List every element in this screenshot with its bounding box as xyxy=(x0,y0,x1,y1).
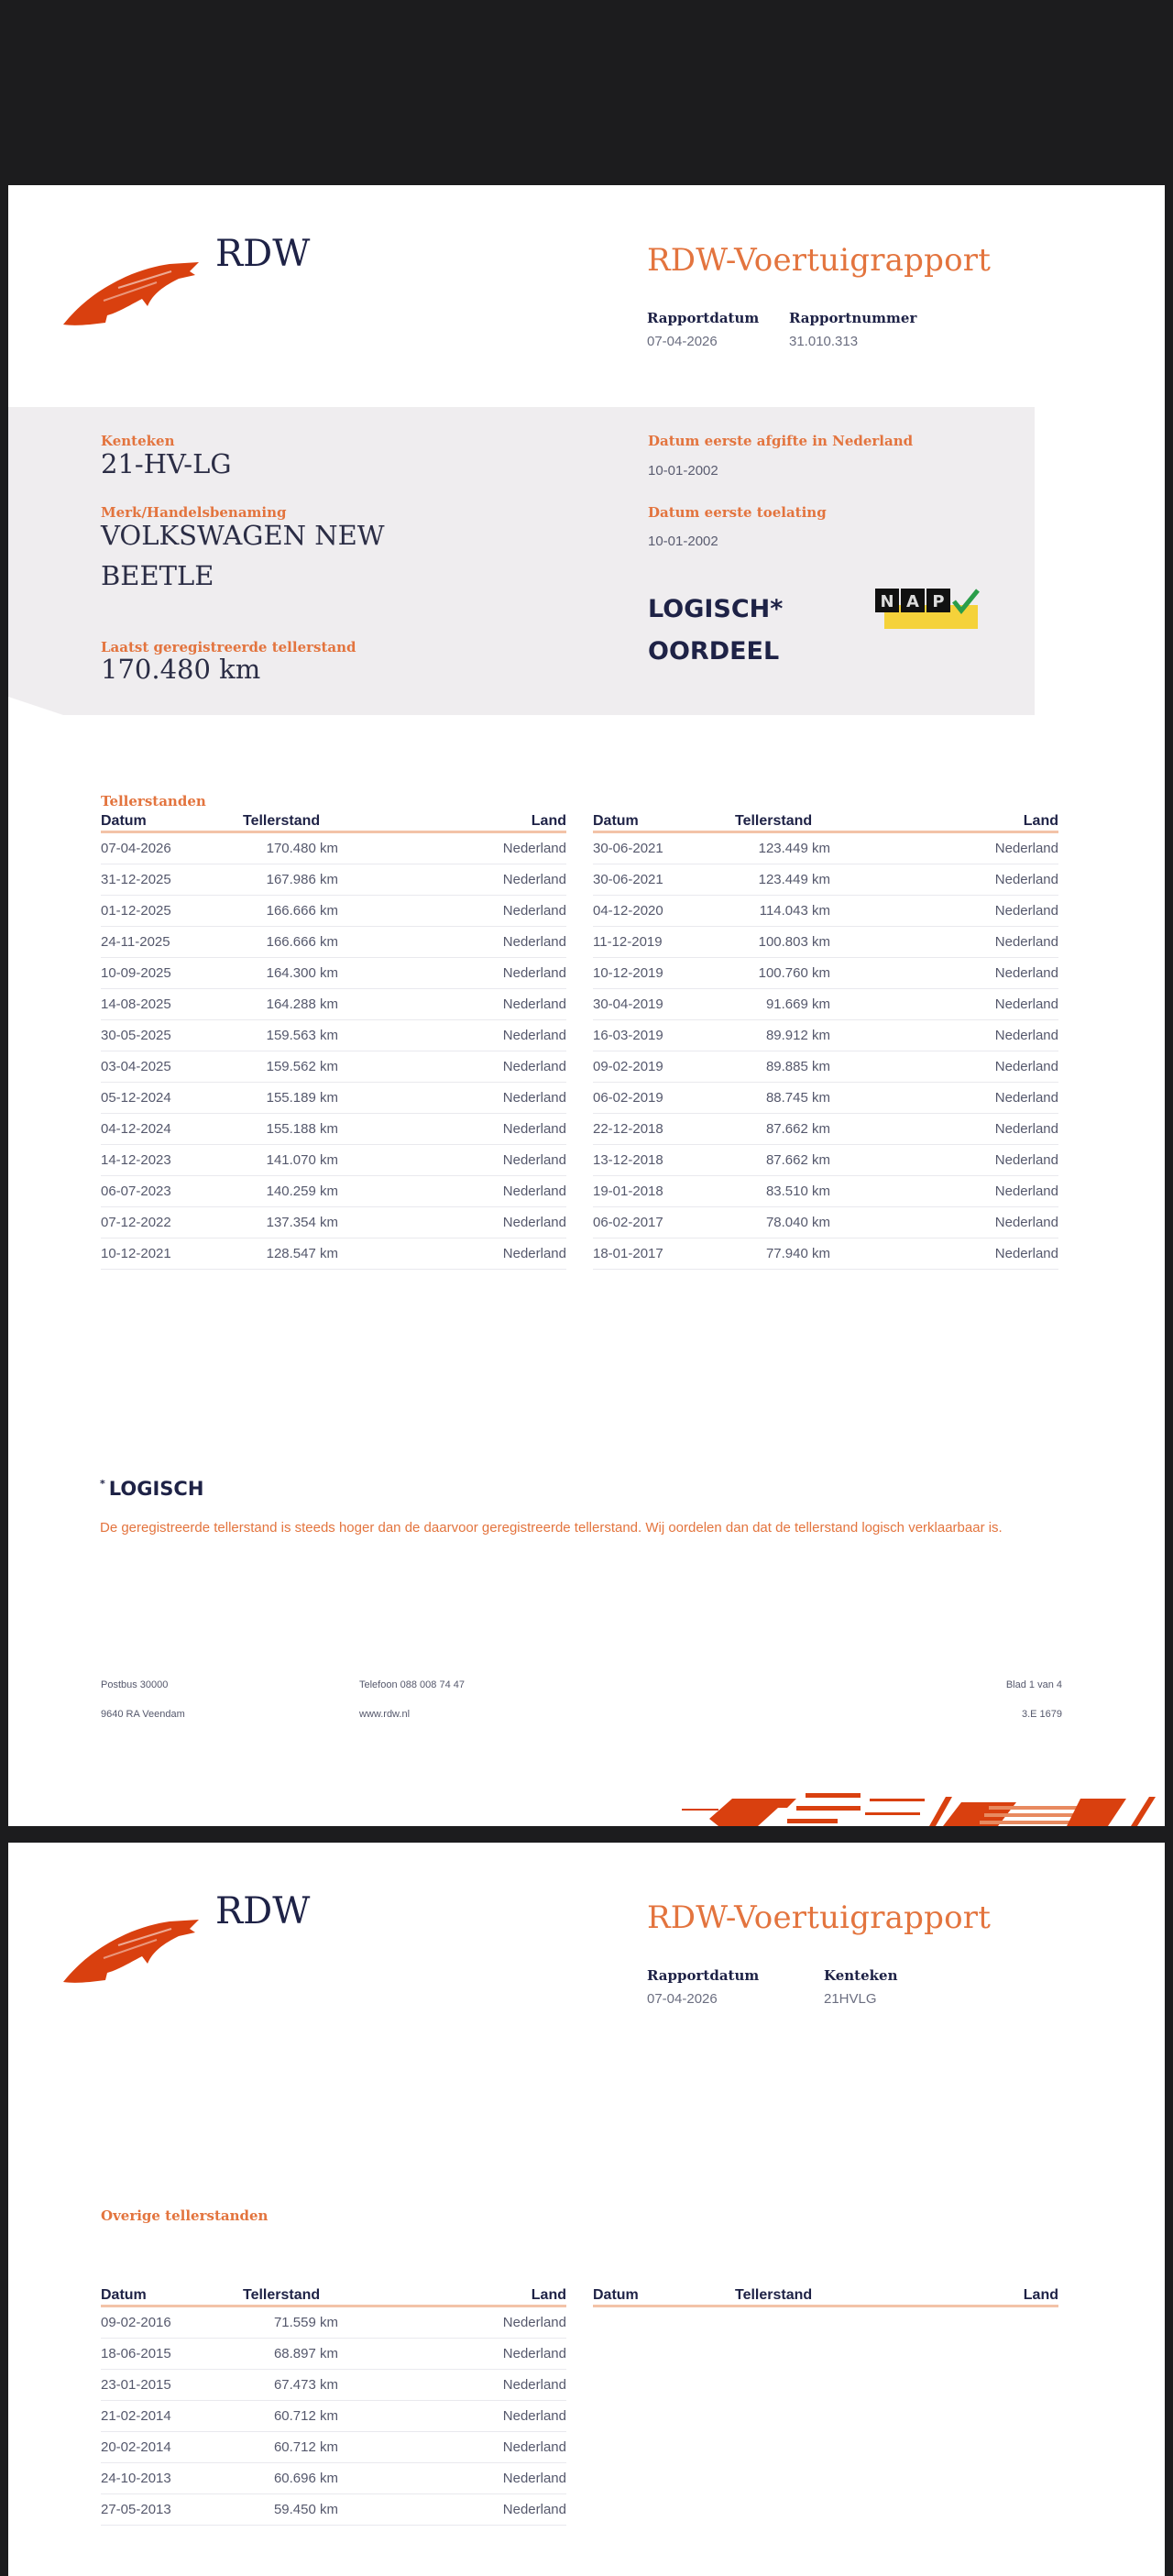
column-header-datum: Datum xyxy=(101,813,147,829)
row-date: 21-02-2014 xyxy=(101,2408,171,2424)
footer-page-info xyxy=(1006,1670,1062,1729)
table-row xyxy=(101,1145,566,1176)
row-odometer: 164.288 km xyxy=(266,996,338,1012)
row-country: Nederland xyxy=(502,903,566,919)
row-date: 09-02-2019 xyxy=(593,1059,663,1074)
table-row xyxy=(593,1051,1058,1083)
row-odometer: 68.897 km xyxy=(273,2346,338,2361)
report-page-1 xyxy=(8,185,1165,1826)
table-row xyxy=(101,896,566,927)
kenteken-meta-value: 21HVLG xyxy=(824,1991,877,2007)
column-header-tellerstand: Tellerstand xyxy=(243,813,321,829)
row-date: 07-12-2022 xyxy=(101,1215,171,1230)
odometer-table-left xyxy=(101,813,566,1270)
table-row xyxy=(593,958,1058,989)
rdw-bird-logo-icon xyxy=(61,259,199,332)
table-row xyxy=(593,833,1058,864)
verdict-line1: LOGISCH* xyxy=(648,595,784,623)
row-country: Nederland xyxy=(502,1152,566,1168)
table-row xyxy=(593,1114,1058,1145)
row-odometer: 89.885 km xyxy=(765,1059,830,1074)
table-row xyxy=(101,2307,566,2339)
row-odometer: 141.070 km xyxy=(266,1152,338,1168)
other-odometer-table-left xyxy=(101,2287,566,2526)
row-country: Nederland xyxy=(994,996,1058,1012)
table-row xyxy=(593,864,1058,896)
nap-checkmark-logo-icon xyxy=(875,587,983,634)
kenteken-meta xyxy=(824,1967,897,2007)
row-country: Nederland xyxy=(994,1246,1058,1261)
row-country: Nederland xyxy=(502,2315,566,2330)
row-country: Nederland xyxy=(502,1246,566,1261)
row-odometer: 167.986 km xyxy=(266,872,338,887)
row-country: Nederland xyxy=(994,1121,1058,1137)
table-header xyxy=(593,2287,1058,2307)
report-date-value: 07-04-2026 xyxy=(647,334,718,349)
table-row xyxy=(593,1145,1058,1176)
column-header-land: Land xyxy=(531,2287,566,2303)
column-header-land: Land xyxy=(1023,813,1058,829)
row-date: 13-12-2018 xyxy=(593,1152,663,1168)
row-date: 24-11-2025 xyxy=(101,934,170,950)
first-issue-nl-value: 10-01-2002 xyxy=(648,463,718,479)
footer-page-number: Blad 1 van 4 xyxy=(1005,1679,1062,1690)
verdict-line2: OORDEEL xyxy=(648,637,780,666)
last-odometer-label: Laatst geregistreerde tellerstand xyxy=(101,639,356,655)
first-admission-value: 10-01-2002 xyxy=(648,534,718,549)
logisch-note-heading: LOGISCH xyxy=(108,1478,204,1500)
row-date: 06-02-2019 xyxy=(593,1090,663,1106)
row-odometer: 128.547 km xyxy=(266,1246,338,1261)
row-country: Nederland xyxy=(994,965,1058,981)
row-date: 30-04-2019 xyxy=(593,996,663,1012)
row-country: Nederland xyxy=(994,1152,1058,1168)
row-date: 07-04-2026 xyxy=(101,841,171,856)
row-date: 22-12-2018 xyxy=(593,1121,663,1137)
row-country: Nederland xyxy=(502,2502,566,2517)
row-country: Nederland xyxy=(502,841,566,856)
column-header-tellerstand: Tellerstand xyxy=(735,2287,813,2303)
row-date: 18-01-2017 xyxy=(593,1246,663,1261)
verdict xyxy=(648,589,783,673)
row-country: Nederland xyxy=(502,2471,566,2486)
row-country: Nederland xyxy=(994,934,1058,950)
document-title: RDW-Voertuigrapport xyxy=(647,1899,992,1936)
brand-name: RDW xyxy=(215,1890,311,1932)
merk-value-line1: VOLKSWAGEN NEW xyxy=(101,520,385,551)
row-date: 14-08-2025 xyxy=(101,996,171,1012)
kenteken-value: 21-HV-LG xyxy=(101,448,232,479)
row-country: Nederland xyxy=(994,1059,1058,1074)
table-header xyxy=(593,813,1058,833)
footer-doc-code: 3.E 1679 xyxy=(1021,1709,1062,1720)
row-odometer: 83.510 km xyxy=(765,1183,830,1199)
table-row xyxy=(101,1114,566,1145)
report-date-value: 07-04-2026 xyxy=(647,1991,718,2007)
row-date: 06-07-2023 xyxy=(101,1183,171,1199)
row-date: 10-12-2021 xyxy=(101,1246,171,1261)
odometer-table-right xyxy=(593,813,1058,1270)
row-country: Nederland xyxy=(502,2377,566,2393)
row-date: 30-06-2021 xyxy=(593,872,663,887)
row-country: Nederland xyxy=(502,934,566,950)
table-header xyxy=(101,2287,566,2307)
report-date xyxy=(647,310,759,349)
column-header-land: Land xyxy=(531,813,566,829)
row-date: 23-01-2015 xyxy=(101,2377,171,2393)
svg-text:N: N xyxy=(880,592,894,611)
row-country: Nederland xyxy=(502,2439,566,2455)
row-country: Nederland xyxy=(994,1028,1058,1043)
row-country: Nederland xyxy=(502,996,566,1012)
row-date: 30-05-2025 xyxy=(101,1028,171,1043)
row-date: 16-03-2019 xyxy=(593,1028,663,1043)
logisch-note-title xyxy=(100,1478,203,1500)
row-odometer: 59.450 km xyxy=(273,2502,338,2517)
row-date: 20-02-2014 xyxy=(101,2439,171,2455)
row-odometer: 87.662 km xyxy=(765,1121,830,1137)
row-odometer: 78.040 km xyxy=(765,1215,830,1230)
document-title: RDW-Voertuigrapport xyxy=(647,242,992,279)
footer-website-link[interactable]: www.rdw.nl xyxy=(359,1709,411,1720)
row-date: 04-12-2024 xyxy=(101,1121,171,1137)
row-country: Nederland xyxy=(994,1090,1058,1106)
report-date-label: Rapportdatum xyxy=(647,310,760,326)
row-odometer: 123.449 km xyxy=(758,841,830,856)
other-odometer-table-right xyxy=(593,2287,1058,2307)
row-odometer: 123.449 km xyxy=(758,872,830,887)
row-country: Nederland xyxy=(502,2346,566,2361)
row-date: 18-06-2015 xyxy=(101,2346,171,2361)
row-odometer: 71.559 km xyxy=(273,2315,338,2330)
row-odometer: 60.712 km xyxy=(273,2408,338,2424)
row-odometer: 100.803 km xyxy=(758,934,830,950)
row-country: Nederland xyxy=(502,965,566,981)
table-row xyxy=(593,1176,1058,1207)
rdw-stripes-decoration-icon xyxy=(650,1771,1165,1826)
footer-contact xyxy=(359,1670,465,1729)
brand-name: RDW xyxy=(215,233,311,275)
row-date: 09-02-2016 xyxy=(101,2315,171,2330)
row-odometer: 89.912 km xyxy=(765,1028,830,1043)
row-country: Nederland xyxy=(994,841,1058,856)
other-odometer-section-title: Overige tellerstanden xyxy=(101,2207,269,2224)
row-odometer: 137.354 km xyxy=(266,1215,338,1230)
row-odometer: 164.300 km xyxy=(266,965,338,981)
kenteken-label: Kenteken xyxy=(101,433,175,449)
report-number-value: 31.010.313 xyxy=(789,334,859,349)
svg-text:A: A xyxy=(906,592,919,611)
row-date: 10-09-2025 xyxy=(101,965,171,981)
row-country: Nederland xyxy=(502,872,566,887)
table-row xyxy=(101,1176,566,1207)
row-country: Nederland xyxy=(994,1215,1058,1230)
row-odometer: 155.188 km xyxy=(266,1121,338,1137)
merk-label: Merk/Handelsbenaming xyxy=(101,504,287,521)
row-odometer: 91.669 km xyxy=(765,996,830,1012)
report-date-label: Rapportdatum xyxy=(647,1967,760,1984)
row-odometer: 87.662 km xyxy=(765,1152,830,1168)
row-odometer: 166.666 km xyxy=(266,903,338,919)
table-row xyxy=(101,2401,566,2432)
logisch-note-text: De geregistreerde tellerstand is steeds hoger dan de daarvoor geregistreerde tellerstand. Wij oordelen dan dat de tellerstand logisch verklaarbaar is. xyxy=(100,1520,1003,1536)
row-country: Nederland xyxy=(502,1090,566,1106)
table-row xyxy=(101,927,566,958)
row-date: 06-02-2017 xyxy=(593,1215,663,1230)
row-odometer: 114.043 km xyxy=(759,903,830,919)
last-odometer-value: 170.480 km xyxy=(101,654,261,685)
rdw-bird-logo-icon xyxy=(61,1916,199,1989)
table-row xyxy=(593,1238,1058,1270)
row-odometer: 77.940 km xyxy=(765,1246,830,1261)
footer-address xyxy=(101,1670,185,1729)
row-date: 31-12-2025 xyxy=(101,872,171,887)
row-date: 27-05-2013 xyxy=(101,2502,171,2517)
row-country: Nederland xyxy=(502,1121,566,1137)
table-row xyxy=(593,1207,1058,1238)
table-row xyxy=(101,1051,566,1083)
column-header-datum: Datum xyxy=(593,2287,639,2303)
table-row xyxy=(593,896,1058,927)
row-odometer: 88.745 km xyxy=(765,1090,830,1106)
table-row xyxy=(101,2494,566,2526)
table-row xyxy=(101,1207,566,1238)
table-row xyxy=(101,2432,566,2463)
asterisk: * xyxy=(100,1478,105,1490)
first-admission-label: Datum eerste toelating xyxy=(648,504,827,521)
row-odometer: 140.259 km xyxy=(266,1183,338,1199)
row-date: 05-12-2024 xyxy=(101,1090,171,1106)
table-row xyxy=(593,927,1058,958)
row-odometer: 67.473 km xyxy=(273,2377,338,2393)
row-odometer: 159.563 km xyxy=(266,1028,338,1043)
table-row xyxy=(101,989,566,1020)
footer-address-line2: 9640 RA Veendam xyxy=(101,1709,185,1720)
table-row xyxy=(101,2339,566,2370)
row-country: Nederland xyxy=(994,1183,1058,1199)
row-odometer: 60.712 km xyxy=(273,2439,338,2455)
footer-phone: Telefoon 088 008 74 47 xyxy=(359,1679,465,1690)
footer-address-line1: Postbus 30000 xyxy=(101,1679,169,1690)
kenteken-meta-label: Kenteken xyxy=(824,1967,898,1984)
row-odometer: 170.480 km xyxy=(266,841,338,856)
row-odometer: 159.562 km xyxy=(266,1059,338,1074)
report-page-2 xyxy=(8,1843,1165,2576)
row-country: Nederland xyxy=(502,2408,566,2424)
column-header-land: Land xyxy=(1023,2287,1058,2303)
row-date: 03-04-2025 xyxy=(101,1059,171,1074)
column-header-tellerstand: Tellerstand xyxy=(243,2287,321,2303)
row-odometer: 60.696 km xyxy=(273,2471,338,2486)
table-row xyxy=(101,864,566,896)
table-row xyxy=(101,958,566,989)
row-country: Nederland xyxy=(502,1215,566,1230)
row-date: 11-12-2019 xyxy=(593,934,663,950)
report-number-label: Rapportnummer xyxy=(789,310,917,326)
table-row xyxy=(101,1238,566,1270)
column-header-tellerstand: Tellerstand xyxy=(735,813,813,829)
table-row xyxy=(101,1020,566,1051)
table-row xyxy=(101,2370,566,2401)
table-row xyxy=(593,1083,1058,1114)
row-odometer: 155.189 km xyxy=(266,1090,338,1106)
column-header-datum: Datum xyxy=(101,2287,147,2303)
row-date: 30-06-2021 xyxy=(593,841,663,856)
row-date: 01-12-2025 xyxy=(101,903,171,919)
table-row xyxy=(593,989,1058,1020)
table-row xyxy=(101,2463,566,2494)
odometer-section-title: Tellerstanden xyxy=(101,793,206,809)
row-date: 24-10-2013 xyxy=(101,2471,171,2486)
merk-value-line2: BEETLE xyxy=(101,560,214,591)
row-country: Nederland xyxy=(994,872,1058,887)
table-row xyxy=(101,833,566,864)
report-date xyxy=(647,1967,759,2007)
table-header xyxy=(101,813,566,833)
row-country: Nederland xyxy=(502,1028,566,1043)
first-issue-nl-label: Datum eerste afgifte in Nederland xyxy=(648,433,914,449)
row-odometer: 166.666 km xyxy=(266,934,338,950)
svg-text:P: P xyxy=(932,592,945,611)
row-date: 19-01-2018 xyxy=(593,1183,663,1199)
row-country: Nederland xyxy=(502,1059,566,1074)
report-number xyxy=(789,310,916,349)
row-date: 10-12-2019 xyxy=(593,965,663,981)
row-date: 04-12-2020 xyxy=(593,903,663,919)
table-row xyxy=(101,1083,566,1114)
column-header-datum: Datum xyxy=(593,813,639,829)
table-row xyxy=(593,1020,1058,1051)
row-country: Nederland xyxy=(502,1183,566,1199)
row-odometer: 100.760 km xyxy=(758,965,830,981)
row-country: Nederland xyxy=(994,903,1058,919)
row-date: 14-12-2023 xyxy=(101,1152,171,1168)
